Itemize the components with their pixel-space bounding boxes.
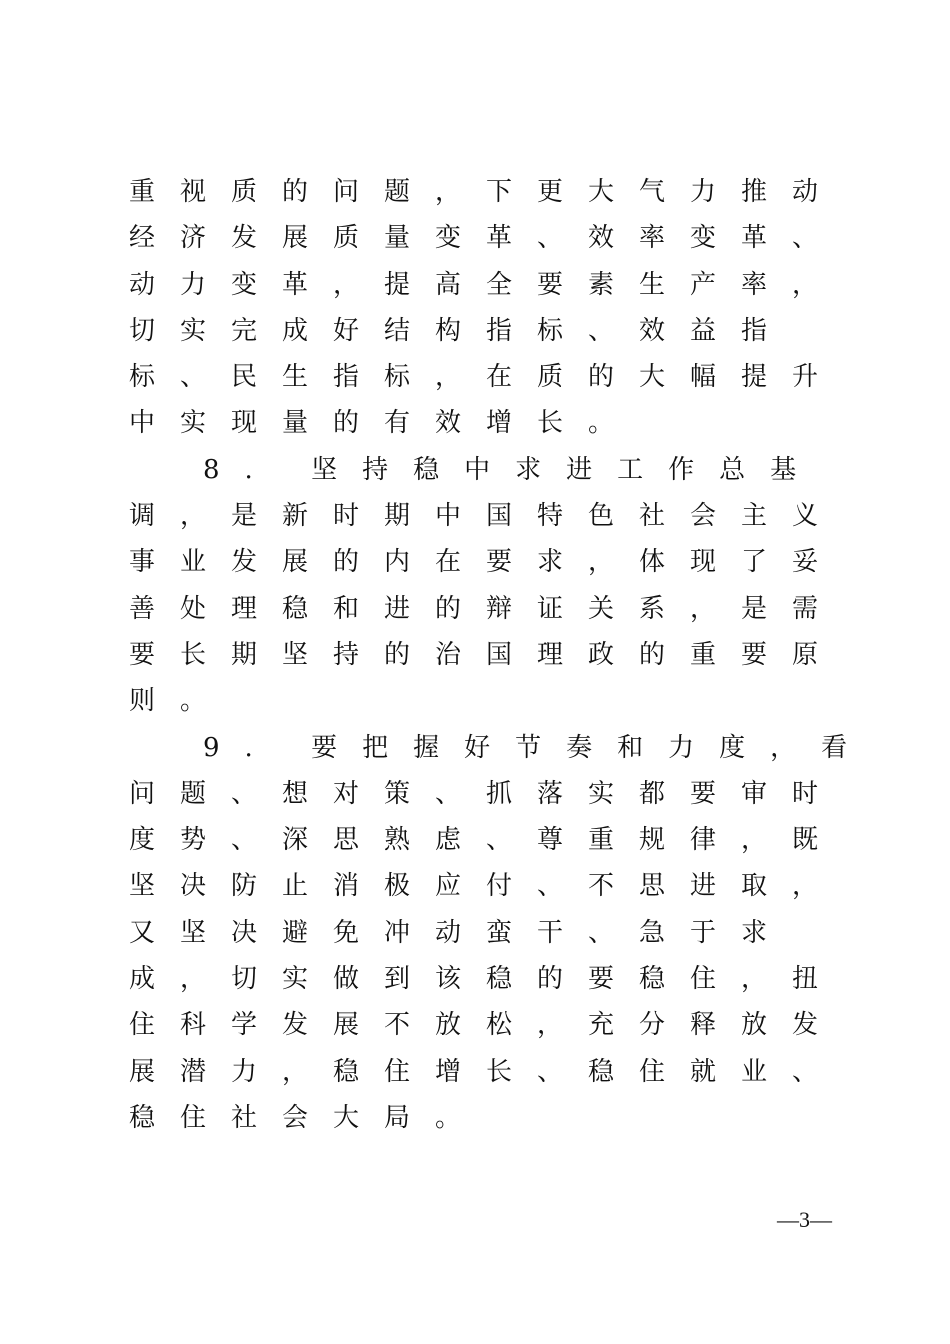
text-line: 稳住社会大局。	[129, 1102, 487, 1133]
body-text	[129, 169, 873, 1141]
text-line: 问题、想对策、抓落实都要审时	[129, 778, 844, 809]
text-line: 调，是新时期中国特色社会主义	[129, 501, 844, 532]
text-line: 经济发展质量变革、效率变革、	[129, 223, 844, 254]
text-line: 要长期坚持的治国理政的重要原	[129, 639, 844, 670]
text-line: 住科学发展不放松，充分释放发	[129, 1010, 844, 1041]
text-line: 善处理稳和进的辩证关系，是需	[129, 593, 844, 624]
text-line: 动力变革，提高全要素生产率，	[129, 269, 844, 300]
paragraph-8-first-line: 8. 坚持稳中求进工作总基	[203, 454, 822, 485]
text-line: 重视质的问题，下更大气力推动	[129, 177, 844, 207]
page-number: —3—	[777, 1207, 832, 1232]
text-line: 则。	[129, 686, 232, 717]
text-line: 标、民生指标，在质的大幅提升	[129, 362, 844, 393]
text-line: 又坚决避免冲动蛮干、急于求	[129, 917, 793, 948]
text-line: 事业发展的内在要求，体现了妥	[129, 547, 844, 578]
text-line: 切实完成好结构指标、效益指	[129, 315, 793, 346]
text-line: 成，切实做到该稳的要稳住，扭	[129, 964, 844, 995]
text-line: 中实现量的有效增长。	[129, 408, 640, 439]
text-line: 度势、深思熟虑、尊重规律，既	[129, 825, 844, 856]
paragraph-9-first-line: 9. 要把握好节奏和力度，看	[203, 732, 873, 763]
text-line: 坚决防止消极应付、不思进取，	[129, 871, 844, 902]
text-line: 展潜力，稳住增长、稳住就业、	[129, 1056, 844, 1087]
